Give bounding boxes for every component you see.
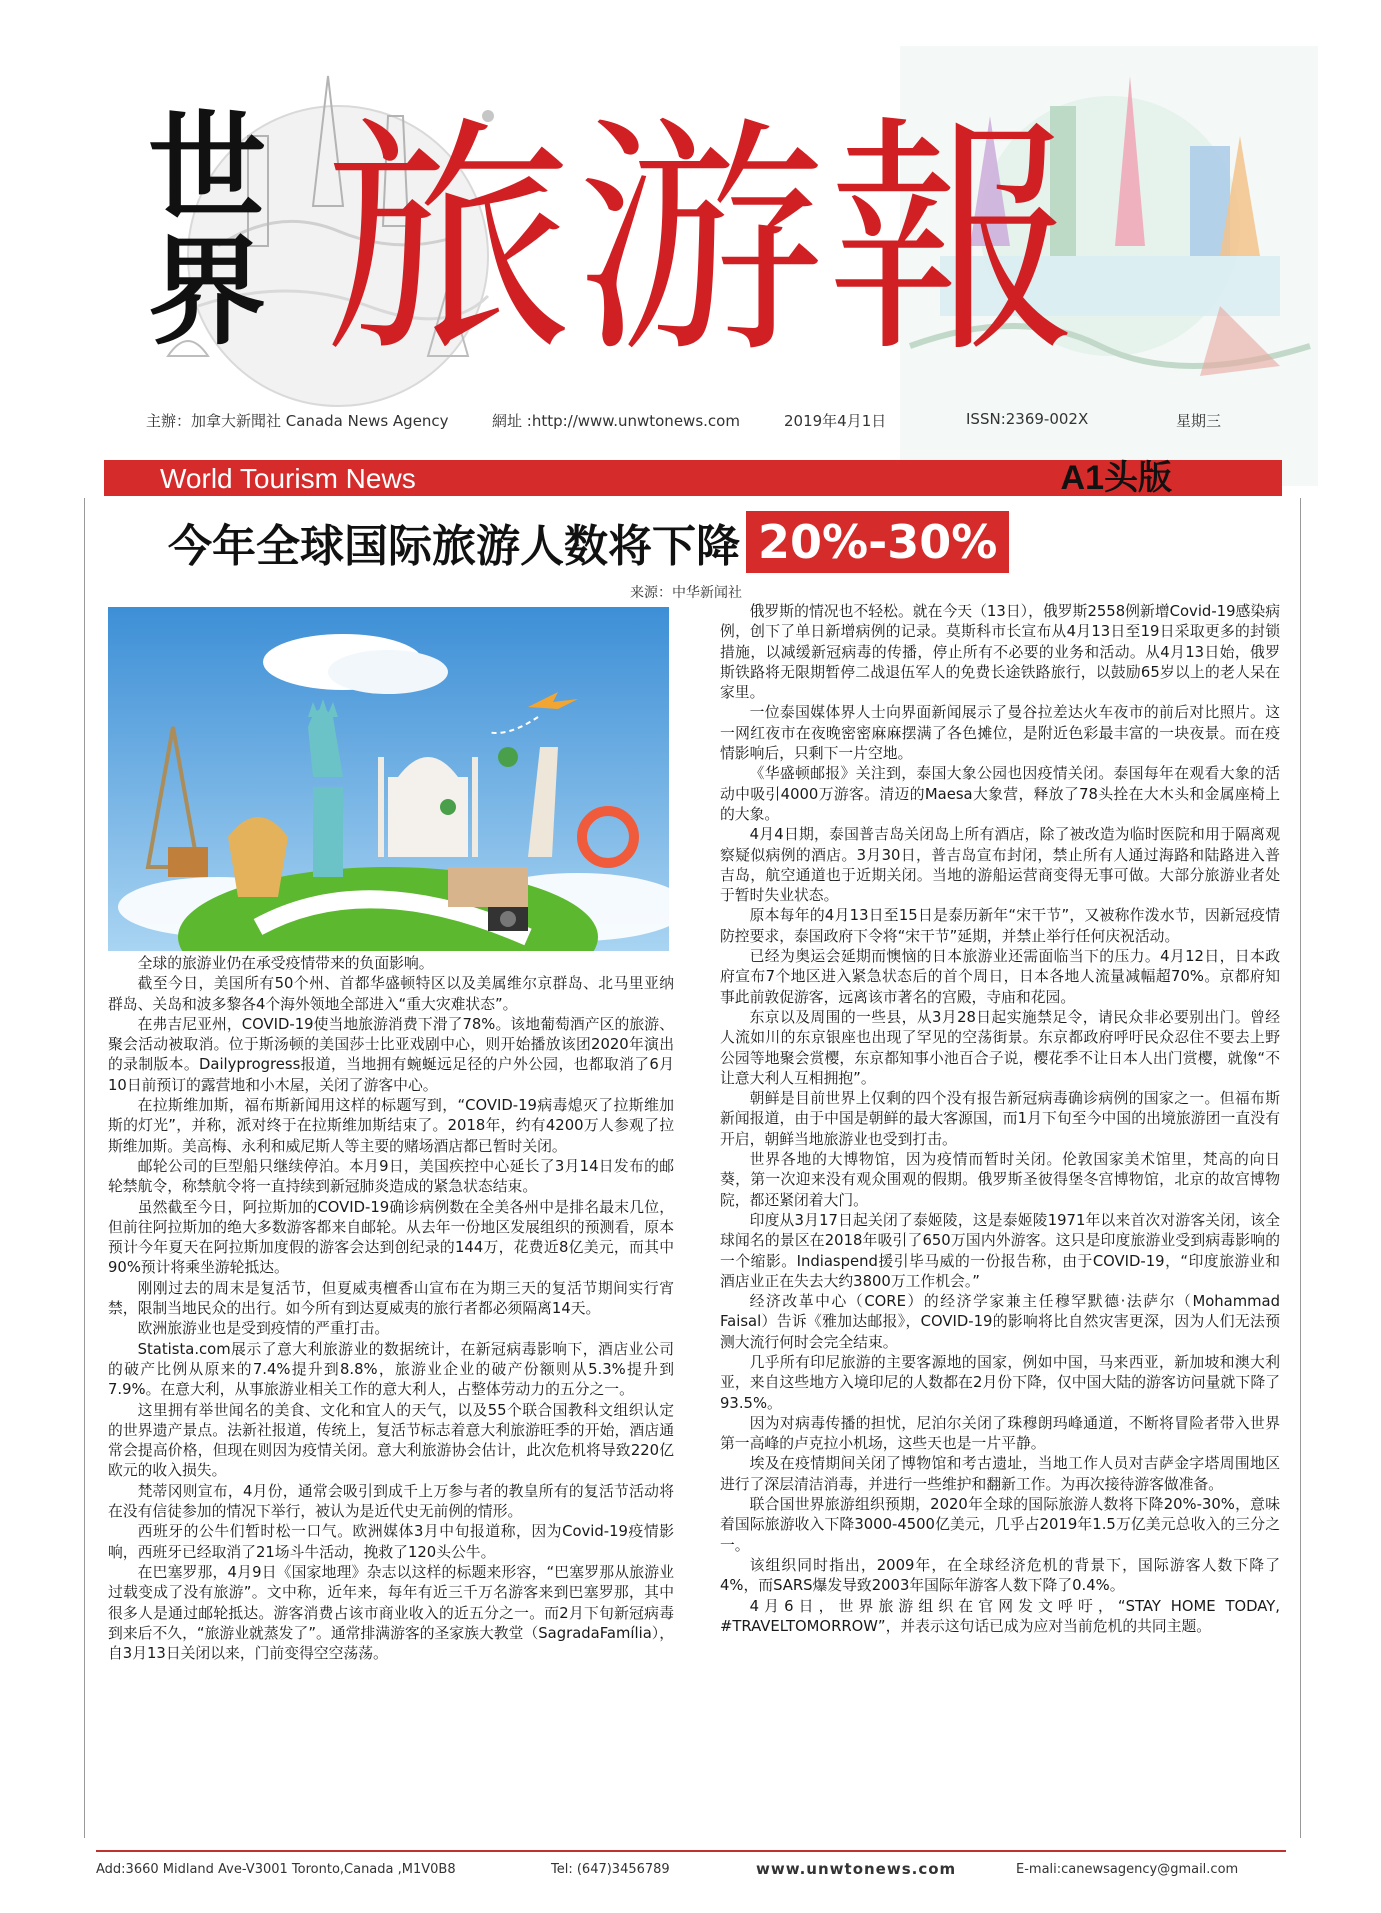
article-left-column	[108, 954, 674, 1664]
headline-highlight: 20%-30%	[746, 511, 1009, 573]
paragraph: 印度从3月17日起关闭了泰姬陵，这是泰姬陵1971年以来首次对游客关闭，该全球闻名的景区在2018年吸引了650万国内外游客。这只是印度旅游业受到病毒影响的一个缩影。Indiaspend援引毕马威的一份报告称，由于COVID-19，“印度旅游业和酒店业正在失去大约3800万工作机会。”	[720, 1211, 1280, 1290]
paragraph: 4月4日期，泰国普吉岛关闭岛上所有酒店，除了被改造为临时医院和用于隔离观察疑似病例的酒店。3月30日，普吉岛宣布封闭，禁止所有人通过海路和陆路进入普吉岛，航空通道也于近期关闭。当地的游船运营商变得无事可做。大部分旅游业者处于暂时失业状态。	[720, 826, 1280, 905]
frame-left-rule	[84, 498, 85, 1838]
footer-phone: Tel: (647)3456789	[551, 1862, 670, 1877]
paragraph: 原本每年的4月13日至15日是泰历新年“宋干节”，又被称作泼水节，因新冠疫情防控要求，泰国政府下令将“宋干节”延期，并禁止举行任何庆祝活动。	[720, 907, 1280, 945]
paragraph: 全球的旅游业仍在承受疫情带来的负面影响。	[137, 955, 434, 972]
paragraph: 埃及在疫情期间关闭了博物馆和考古遗址，当地工作人员对吉萨金字塔周围地区进行了深层清洁消毒，并进行一些维护和翻新工作。为再次接待游客做准备。	[720, 1455, 1280, 1493]
paragraph: 欧洲旅游业也是受到疫情的严重打击。	[137, 1320, 390, 1338]
newspaper-english-name: World Tourism News	[160, 463, 416, 494]
paragraph: 4月6日，世界旅游组织在官网发文呼吁，“STAY HOME TODAY, #TRAVELTOMORROW”，并表示这句话已成为应对当前危机的共同主题。	[720, 1597, 1280, 1635]
paragraph: 联合国世界旅游组织预期，2020年全球的国际旅游人数将下降20%-30%，意味着国际旅游收入下降3000-4500亿美元，几乎占2019年1.5万亿美元总收入的三分之一。	[720, 1496, 1280, 1554]
paragraph: 西班牙的公牛们暂时松一口气。欧洲媒体3月中旬报道称，因为Covid-19疫情影响，西班牙已经取消了21场斗牛活动，挽救了120头公牛。	[108, 1523, 674, 1561]
paragraph: 这里拥有举世闻名的美食、文化和宜人的天气，以及55个联合国教科文组织认定的世界遗产景点。法新社报道，传统上，复活节标志着意大利旅游旺季的开始，酒店通常会提高价格，但现在则因为疫情关闭。意大利旅游协会估计，此次危机将导致220亿欧元的收入损失。	[108, 1401, 674, 1480]
paragraph: 东京以及周围的一些县，从3月28日起实施禁足令，请民众非必要别出门。曾经人流如川的东京银座也出现了罕见的空荡街景。东京都政府呼吁民众忍住不要去上野公园等地聚会赏樱，东京都知事小池百合子说，樱花季不让日本人出门赏樱，就像“不让意大利人互相拥抱”。	[720, 1008, 1280, 1087]
issn: ISSN:2369-002X	[966, 410, 1089, 428]
paragraph: 几乎所有印尼旅游的主要客源地的国家，例如中国，马来西亚，新加坡和澳大利亚，来自这些地方入境印尼的人数都在2月份下降，仅中国大陆的游客访问量就下降了93.5%。	[720, 1353, 1280, 1412]
paragraph: 刚刚过去的周末是复活节，但夏威夷檀香山宣布在为期三天的复活节期间实行宵禁，限制当地民众的出行。如今所有到达夏威夷的旅行者都必须隔离14天。	[108, 1279, 674, 1318]
paragraph: 邮轮公司的巨型船只继续停泊。本月9日，美国疾控中心延长了3月14日发布的邮轮禁航令，称禁航令将一直持续到新冠肺炎造成的紧急状态结束。	[108, 1157, 674, 1196]
paragraph: 在巴塞罗那，4月9日《国家地理》杂志以这样的标题来形容，“巴塞罗那从旅游业过载变成了没有旅游”。文中称，近年来，每年有近三千万名游客来到巴塞罗那，其中很多人是通过邮轮抵达。游客消费占该市商业收入的近五分之一。而2月下旬新冠病毒到来后不久，“旅游业就蒸发了”。通常排满游客的圣家族大教堂（SagradaFamília），自3月13日关闭以来，门前变得空空荡荡。	[108, 1563, 674, 1663]
paragraph: 因为对病毒传播的担忧，尼泊尔关闭了珠穆朗玛峰通道，不断将冒险者带入世界第一高峰的卢克拉小机场，这些天也是一片平静。	[720, 1414, 1280, 1453]
issue-date: 2019年4月1日	[784, 412, 887, 430]
weekday: 星期三	[1176, 412, 1222, 430]
masthead	[68, 46, 1318, 446]
paragraph: 虽然截至今日，阿拉斯加的COVID-19确诊病例数在全美各州中是排名最末几位，但前往阿拉斯加的绝大多数游客都来自邮轮。从去年一份地区发展组织的预测看，原本预计今年夏天在阿拉斯加度假的游客会达到创纪录的144万，花费近8亿美元，而其中90%预计将乘坐游轮抵达。	[108, 1198, 674, 1277]
publisher: 主辦：加拿大新聞社 Canada News Agency	[146, 412, 449, 430]
frame-right-rule	[1300, 498, 1301, 1838]
masthead-title-world	[148, 99, 288, 361]
paragraph: 在弗吉尼亚州，COVID-19使当地旅游消费下滑了78%。该地葡萄酒产区的旅游、聚会活动被取消。位于斯汤顿的美国莎士比亚戏剧中心，则开始播放该团2020年演出的录制版本。Dailyprogress报道，当地拥有蜿蜒远足径的户外公园，也都取消了6月10日前预订的露营地和小木屋，关闭了游客中心。	[108, 1015, 674, 1094]
paragraph: 朝鲜是目前世界上仅剩的四个没有报告新冠病毒确诊病例的国家之一。但福布斯新闻报道，由于中国是朝鲜的最大客源国，而1月下旬至今中国的出境旅游团一直没有开启，朝鲜当地旅游业也受到打击。	[720, 1090, 1280, 1148]
page-section-label: A1头版	[1060, 459, 1172, 497]
article-right-column	[720, 602, 1280, 1637]
paragraph: 经济改革中心（CORE）的经济学家兼主任穆罕默德·法萨尔（Mohammad Faisal）告诉《雅加达邮报》，COVID-19的影响将比自然灾害更深，因为人们无法预测大流行何时会完全结束。	[720, 1293, 1280, 1351]
headline-main: 今年全球国际旅游人数将下降	[168, 521, 740, 572]
travel-landmarks-illustration	[108, 607, 669, 951]
masthead-title-main: 旅游報	[323, 95, 1079, 386]
paragraph: 一位泰国媒体界人士向界面新闻展示了曼谷拉差达火车夜市的前后对比照片。这一网红夜市在夜晚密密麻麻摆满了各色摊位，是附近色彩最丰富的一块夜景。而在疫情影响后，只剩下一片空地。	[720, 704, 1280, 763]
paragraph: 在拉斯维加斯，福布斯新闻用这样的标题写到，“COVID-19病毒熄灭了拉斯维加斯的灯光”，并称，派对终于在拉斯维加斯结束了。2018年，约有4200万人参观了拉斯维加斯。美高梅、永利和威尼斯人等主要的赌场酒店都已暂时关闭。	[108, 1097, 674, 1155]
paragraph: 梵蒂冈则宣布，4月份，通常会吸引到成千上万参与者的教皇所有的复活节活动将在没有信徒参加的情况下举行，被认为是近代史无前例的情形。	[108, 1482, 674, 1521]
footer-address: Add:3660 Midland Ave-V3001 Toronto,Canada ,M1V0B8	[96, 1862, 456, 1877]
paragraph: 世界各地的大博物馆，因为疫情而暂时关闭。伦敦国家美术馆里，梵高的向日葵，第一次迎来没有观众围观的假期。俄罗斯圣彼得堡冬宫博物馆，北京的故宫博物院，都还紧闭着大门。	[720, 1151, 1280, 1209]
paragraph: 该组织同时指出，2009年，在全球经济危机的背景下，国际游客人数下降了4%，而SARS爆发导致2003年国际年游客人数下降了0.4%。	[720, 1556, 1280, 1595]
paragraph: 《华盛顿邮报》关注到，泰国大象公园也因疫情关闭。泰国每年在观看大象的活动中吸引4000万游客。清迈的Maesa大象营，释放了78头拴在大木头和金属座椅上的大象。	[720, 765, 1280, 823]
title-char-2: 界	[148, 223, 267, 361]
paragraph: 俄罗斯的情况也不轻松。就在今天（13日），俄罗斯2558例新增Covid-19感染病例，创下了单日新增病例的记录。莫斯科市长宣布从4月13日至19日采取更多的封锁措施，以减缓新冠病毒的传播，停止所有不必要的业务和活动。从4月13日始，俄罗斯铁路将无限期暂停二战退伍军人的免费长途铁路旅行，以鼓励65岁以上的老人呆在家里。	[720, 603, 1280, 702]
footer-email: E-mali:canewsagency@gmail.com	[1016, 1862, 1239, 1877]
footer-website: www.unwtonews.com	[756, 1860, 957, 1878]
section-banner	[104, 460, 1282, 496]
paragraph: 已经为奥运会延期而懊恼的日本旅游业还需面临当下的压力。4月12日，日本政府宣布7个地区进入紧急状态后的首个周日，日本各地人流量减幅超70%。京都府知事此前敦促游客，远离该市著名的宫殿，寺庙和花园。	[720, 948, 1280, 1006]
headline	[168, 510, 1009, 574]
paragraph: Statista.com展示了意大利旅游业的数据统计，在新冠病毒影响下，酒店业公司的破产比例从原来的7.4%提升到8.8%，旅游业企业的破产份额则从5.3%提升到7.9%。在意大利，从事旅游业相关工作的意大利人，占整体劳动力的五分之一。	[108, 1340, 674, 1399]
website: 網址 :http://www.unwtonews.com	[492, 412, 740, 430]
article-source: 来源：中华新闻社	[630, 585, 742, 601]
footer-rule	[96, 1850, 1286, 1852]
title-char-1: 世	[148, 99, 267, 237]
paragraph: 截至今日，美国所有50个州、首都华盛顿特区以及美属维尔京群岛、北马里亚纳群岛、关岛和波多黎各4个海外领地全部进入“重大灾难状态”。	[108, 975, 674, 1013]
